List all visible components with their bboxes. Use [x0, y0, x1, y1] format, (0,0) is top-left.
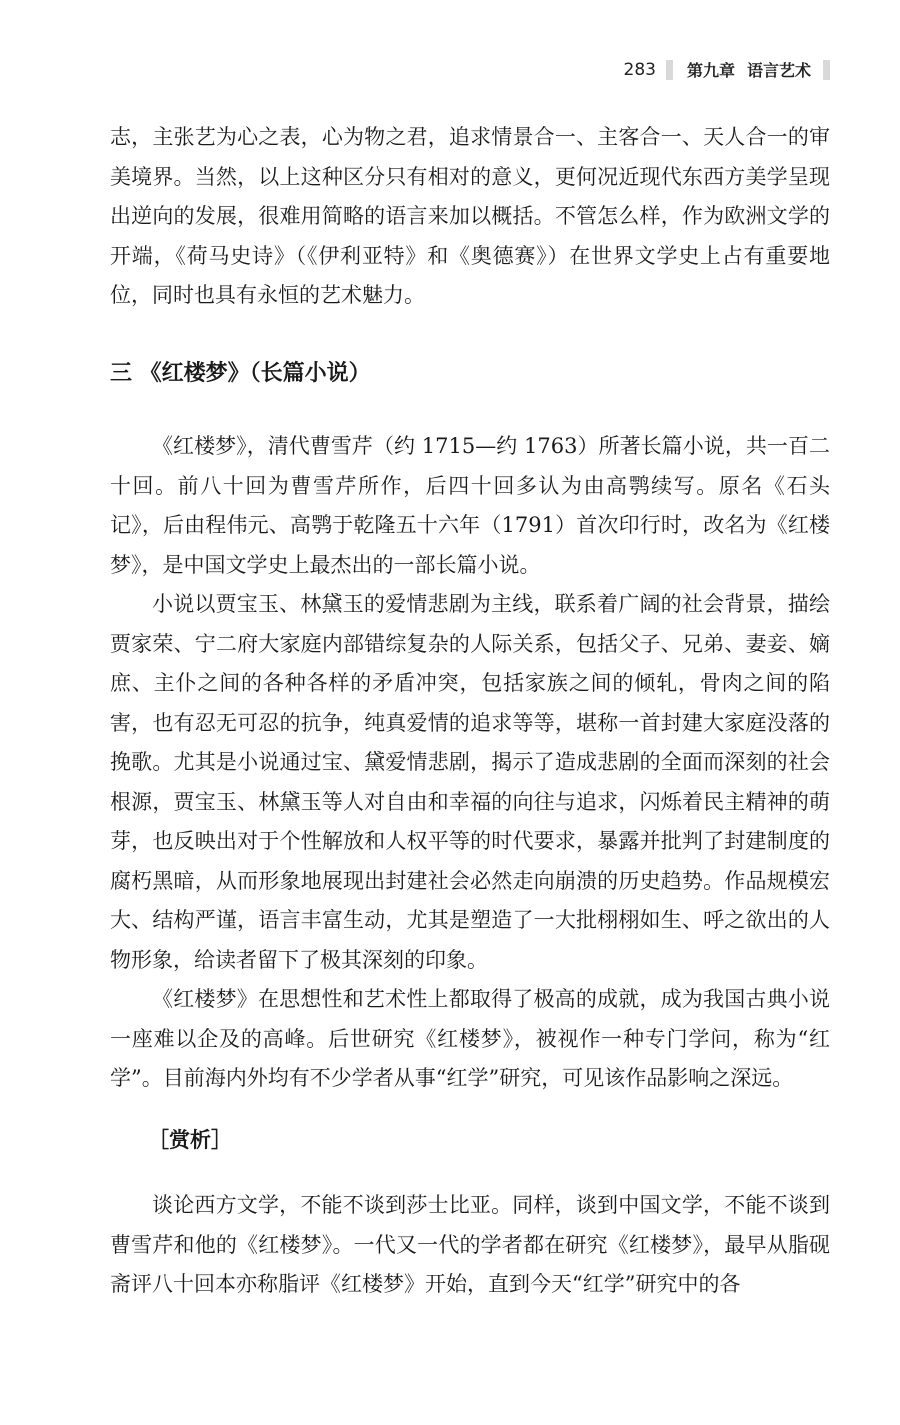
header-divider	[666, 60, 673, 80]
page-number: 283	[623, 59, 656, 80]
section-label: 语言艺术	[746, 61, 811, 80]
paragraph-continued: 志，主张艺为心之表，心为物之君，追求情景合一、主客合一、天人合一的审美境界。当然，以上这种区分只有相对的意义，更何况近现代东西方美学呈现出逆向的发展，很难用简略的语言来加以概括。不管怎么样，作为欧洲文学的开端，《荷马史诗》（《伊利亚特》和《奥德赛》）在世界文学史上占有重要地位，同时也具有永恒的艺术魅力。	[110, 125, 830, 307]
chapter-label: 第九章	[686, 61, 735, 80]
section-heading: 三 《红楼梦》（长篇小说）	[110, 360, 371, 386]
appreciation-heading: ［赏析］	[148, 1127, 232, 1152]
header-end-mark	[823, 60, 830, 80]
paragraph-intro: 《红楼梦》，清代曹雪芹（约 1715—约 1763）所著长篇小说，共一百二十回。前八十回为曹雪芹所作，后四十回多认为由高鹗续写。原名《石头记》，后由程伟元、高鹗于乾隆五十六年（1791）首次印行时，改名为《红楼梦》，是中国文学史上最杰出的一部长篇小说。	[110, 434, 830, 577]
paragraph-appreciation: 谈论西方文学，不能不谈到莎士比亚。同样，谈到中国文学，不能不谈到曹雪芹和他的《红楼梦》。一代又一代的学者都在研究《红楼梦》，最早从脂砚斋评八十回本亦称脂评《红楼梦》开始，直到今天“红学”研究中的各	[110, 1193, 830, 1296]
page-body	[110, 118, 830, 1305]
paragraph-achievement: 《红楼梦》在思想性和艺术性上都取得了极高的成就，成为我国古典小说一座难以企及的高峰。后世研究《红楼梦》，被视作一种专门学问，称为“红学”。目前海内外均有不少学者从事“红学”研究，可见该作品影响之深远。	[110, 987, 830, 1090]
running-header	[624, 58, 830, 81]
paragraph-plot: 小说以贾宝玉、林黛玉的爱情悲剧为主线，联系着广阔的社会背景，描绘贾家荣、宁二府大家庭内部错综复杂的人际关系，包括父子、兄弟、妻妾、嫡庶、主仆之间的各种各样的矛盾冲突，包括家族之间的倾轧，骨肉之间的陷害，也有忍无可忍的抗争，纯真爱情的追求等等，堪称一首封建大家庭没落的挽歌。尤其是小说通过宝、黛爱情悲剧，揭示了造成悲剧的全面而深刻的社会根源，贾宝玉、林黛玉等人对自由和幸福的向往与追求，闪烁着民主精神的萌芽，也反映出对于个性解放和人权平等的时代要求，暴露并批判了封建制度的腐朽黑暗，从而形象地展现出封建社会必然走向崩溃的历史趋势。作品规模宏大、结构严谨，语言丰富生动，尤其是塑造了一大批栩栩如生、呼之欲出的人物形象，给读者留下了极其深刻的印象。	[110, 592, 830, 972]
